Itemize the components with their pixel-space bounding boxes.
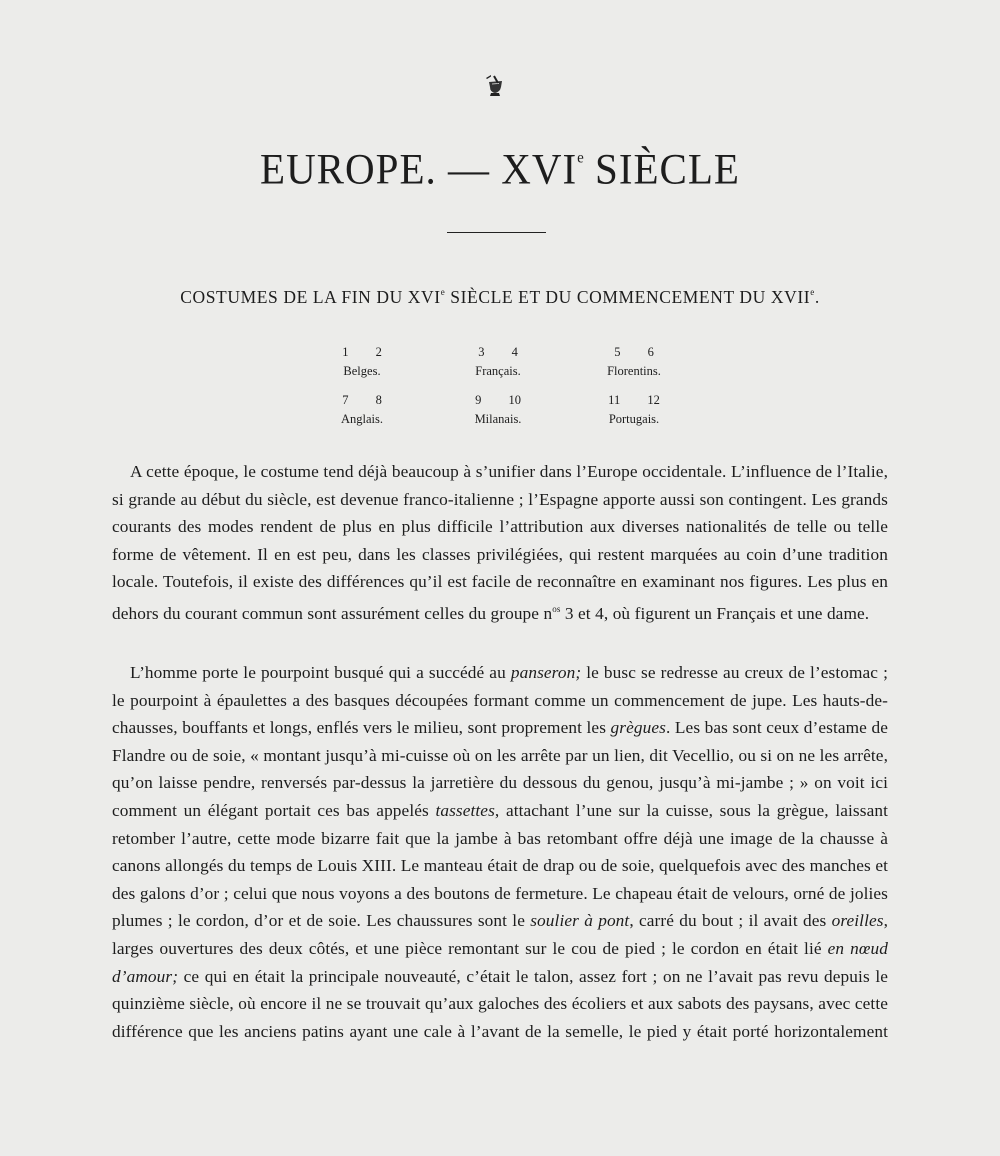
legend-numbers: 9 10 [475,393,521,407]
legend-numbers: 7 8 [342,393,382,407]
legend-label: Portugais. [608,412,660,426]
section-subtitle: COSTUMES DE LA FIN DU XVIe SIÈCLE ET DU COMMENCEMENT DU XVIIe. [180,287,820,307]
paragraph-description: L’homme porte le pourpoint busqué qui a succédé au panseron; le busc se redresse au creux de l’estomac ; le pourpoint à épaulettes a des basques découpées formant comme un commencement de jupe. Les hauts-de-chausses, bouffants et longs, enflés vers le milieu, sont proprement les grègues. Les bas sont ceux d’estame de Flandre ou de soie, « montant jusqu’à mi-cuisse où on les arrête par un lien, dit Vecellio, ou si on ne les arrête, qu’on laisse pendre, renversés par-dessus la jarretière du dessous du genou, jusqu’à mi-jambe ; » on voit ici comment un élégant portait ces bas appelés tassettes, attachant l’une sur la cuisse, sous la grègue, laissant retomber l’autre, cette mode bizarre fait que la jambe à bas retombant offre déjà une image de la chausse à canons allongés du temps de Louis XIII. Le manteau était de drap ou de soie, quelquefois avec des manches et des galons d’or ; celui que nous voyons a des boutons de fermeture. Le chapeau était de velours, orné de jolies plumes ; le cordon, d’or et de soie. Les chaussures sont le soulier à pont, carré du bout ; il avait des oreilles, larges ouvertures des deux côtés, et une pièce remontant sur le cou de pied ; le cordon en était lié en nœud d’amour; ce qui en était la principale nouveauté, c’était le talon, assez fort ; on ne l’avait pas revu depuis le quinzième siècle, où encore il ne se trouvait qu’aux galoches des écoliers et aux sabots des paysans, avec cette différence que les anciens patins ayant une cale à l’avant de la semelle, le pied y était porté horizontalement [112,663,889,1041]
legend-label: Milanais. [474,412,522,426]
page-title: EUROPE. — XVIe SIÈCLE [260,144,740,194]
legend-label: Anglais. [340,412,383,426]
legend-numbers: 1 2 [342,345,382,359]
legend-item [302,391,422,429]
paragraph-intro: A cette époque, le costume tend déjà beaucoup à s’unifier dans l’Europe occidentale. L’influence de l’Italie, si grande au début du siècle, est devenue franco-italienne ; l’Espagne apporte aussi son contingent. Les grands courants des modes rendent de plus en plus difficile l’attribution aux diverses nationalités de telle ou telle forme de vêtement. Il en est peu, dans les classes privilégiées, qui restent marquées au coin d’une tradition locale. Toutefois, il existe des différences qu’il est facile de reconnaître en examinant nos figures. Les plus en dehors du courant commun sont assurément celles du groupe $n^{os}$ 3 et 4, où figurent un Français et une dame. [112,462,888,623]
legend-numbers: 3 4 [478,345,518,359]
mortar-and-pestle-icon [482,72,508,98]
legend-label: Français. [475,364,521,378]
legend-numbers: 5 6 [614,345,654,359]
legend-item [574,343,694,381]
legend-item [438,391,558,429]
legend-label: Belges. [343,364,381,378]
legend-label: Florentins. [607,364,661,378]
title-divider [447,232,546,233]
legend-item [302,343,422,381]
legend-numbers: 11 12 [608,393,660,407]
legend-item [574,391,694,429]
legend-item [438,343,558,381]
